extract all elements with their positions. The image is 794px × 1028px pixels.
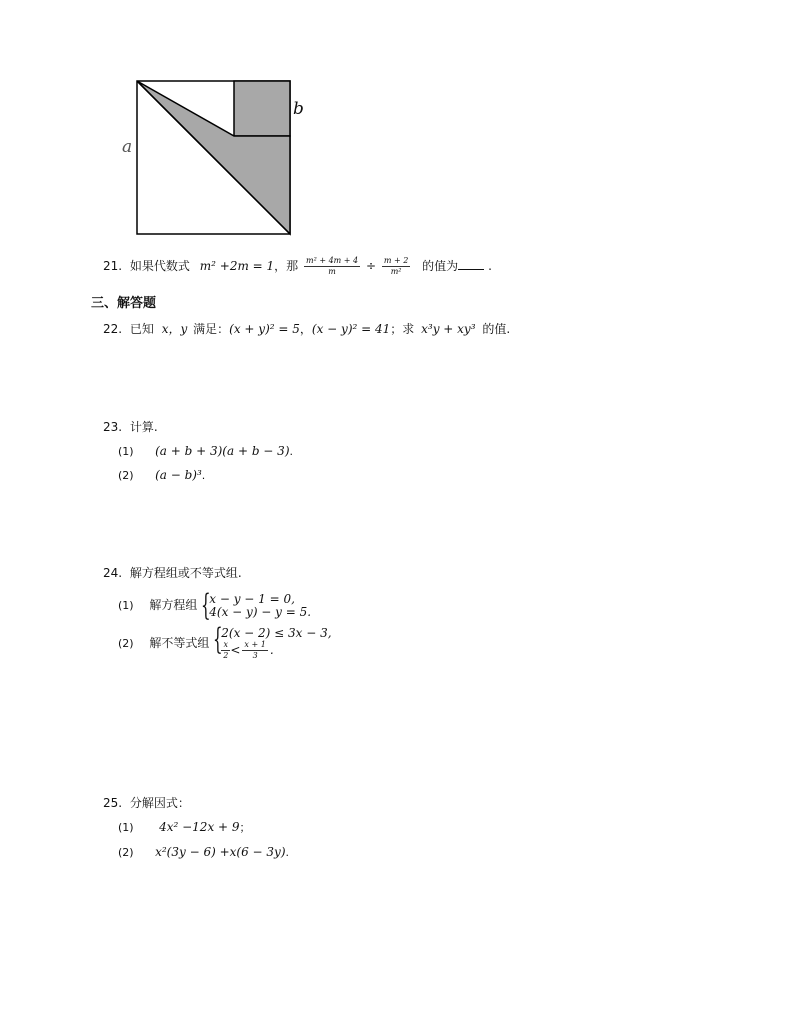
q23-item2-label: (2) [118,469,134,482]
q21-equation: m² +2m = 1 [199,259,275,273]
question-21 [103,255,492,277]
q24-item2-prefix: 解不等式组 [149,636,210,650]
q25-item-2 [118,844,289,861]
q23-item2-end: . [201,469,206,482]
q25-number: 25. [103,796,123,810]
q23-number: 23. [103,420,123,434]
q24-item-2 [118,621,332,661]
q23-title: 计算. [129,420,158,434]
question-25-title [103,794,190,812]
q22-sep: ， [299,322,312,336]
question-24-title [103,564,242,582]
q21-text-before: 如果代数式 [129,259,190,273]
q21-fraction-1 [304,256,360,277]
q23-item1-label: (1) [118,445,134,458]
q25-item2-end: . [285,846,289,859]
q22-text1: 已知 [129,322,154,336]
q24-title: 解方程组或不等式组. [129,566,242,580]
q24-item2-row1: 2(x − 2) ≤ 3x − 3, [221,625,332,640]
q21-text-after: 的值为 [422,259,459,273]
q24-item-1 [118,587,312,623]
q24-item2-row2 [221,640,331,661]
section-heading: 三、解答题 [91,296,157,311]
q25-item2-label: (2) [118,846,134,859]
q23-item1-expr: (a + b + 3)(a + b − 3) [155,444,290,458]
small-square-shaded [234,81,290,136]
q23-item2-expr: (a − b)³ [155,468,202,482]
q21-text-mid: ，那 [274,259,299,273]
q25-title: 分解因式： [129,796,190,810]
label-a: a [122,137,133,157]
q22-eq1: (x + y)² = 5 [229,322,300,336]
q24-rhs-den: 3 [252,650,258,660]
q25-item2-expr: x²(3y − 6) +x(6 − 3y) [155,845,286,859]
q21-frac1-numerator: m² + 4m + 4 [306,256,359,265]
q21-number: 21. [103,259,123,273]
question-23-title [103,418,158,436]
q24-item1-prefix: 解方程组 [149,598,198,612]
q21-fraction-2 [382,256,410,277]
question-22 [103,320,510,338]
q24-item2-op: < [230,642,241,657]
q24-item1-system: { x − y − 1 = 0, 4(x − y) − y = 5. [201,587,312,623]
q25-item1-end: ； [239,821,251,834]
q21-frac2-denominator: m² [390,267,402,276]
q22-number: 22. [103,322,123,336]
q25-item-1 [118,819,251,836]
q21-frac2-numerator: m + 2 [383,256,409,265]
q23-item-1 [118,443,293,460]
q23-item1-end: . [289,445,293,458]
q22-text4: 的值. [482,322,511,336]
q24-item1-row2: 4(x − y) − y = 5. [209,604,312,619]
q22-text3: ；求 [390,322,415,336]
q24-item1-label: (1) [118,599,134,612]
q21-divide: ÷ [365,259,377,273]
q22-expr: x³y + xy³ [421,322,476,336]
square-figure [118,78,308,240]
q24-item2-label: (2) [118,637,134,650]
answer-blank[interactable] [458,259,484,270]
q21-end: . [488,259,492,273]
q24-number: 24. [103,566,123,580]
q23-item-2 [118,467,205,484]
q24-lhs-den: 2 [223,650,229,660]
q24-rhs-num: x + 1 [244,639,266,649]
q24-item2-system: { 2(x − 2) ≤ 3x − 3, $\frac{x}{2}$ < $\frac{x + 1}{3}$ . [213,621,332,660]
q22-eq2: (x − y)² = 41 [311,322,391,336]
q24-lhs-num: x [221,640,230,651]
q25-item1-expr: 4x² −12x + 9 [159,820,240,834]
q21-frac1-denominator: m [328,267,336,276]
q22-text2: 满足： [193,322,230,336]
label-b: b [293,99,304,119]
q24-item2-end: . [269,642,274,657]
q25-item1-label: (1) [118,821,134,834]
q22-vars: x，y [161,322,188,336]
q24-item1-row1: x − y − 1 = 0, [209,591,295,606]
q24-item2-rhs-fraction [242,640,267,661]
q24-item2-lhs-fraction [221,640,230,661]
